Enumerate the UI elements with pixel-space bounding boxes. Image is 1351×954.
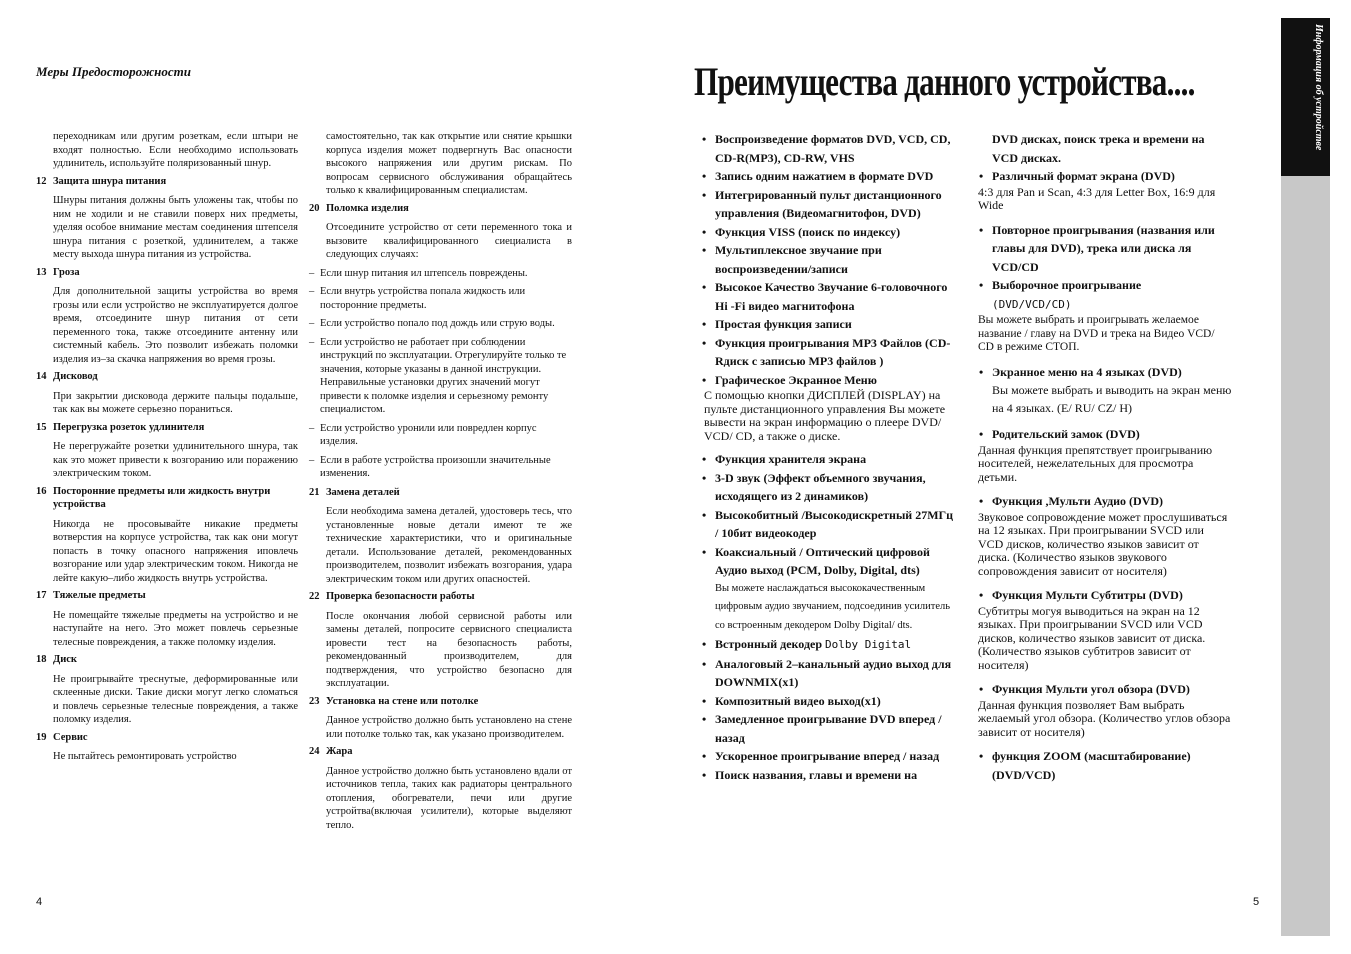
list-item: • Встронный декодер Dolby Digital	[702, 637, 912, 651]
section-19-text: Не пытайтесь ремонтировать устройство	[53, 751, 237, 762]
feature-list-k	[974, 747, 1232, 784]
section-22-text: После окончания любой сервисной работы или замены деталей, попросите сервисного специалиста ировести тест на безопасность работы, рекомендованный производителем, для подтверждения, что устройство безопасно для эксплуатации.	[326, 610, 572, 689]
list-item: • Функция ,Мульти Аудио (DVD)	[979, 494, 1164, 508]
feature-list-c	[697, 635, 959, 784]
list-item: • Функция VISS (поиск по индексу)	[702, 224, 901, 239]
list-item: – Если устройство уронили или повредлен корпус изделия.	[309, 422, 537, 447]
list-item: • 3-D звук (Эффект объемного звучания, исходящего из 2 динамиков)	[702, 470, 926, 503]
page-title: Преимущества данного устройства....	[694, 59, 1195, 104]
parental-note: Данная функция препятствует проигрыванию носителей, нежелательных для просмотра детьми.	[978, 442, 1213, 484]
list-item: • Аналоговый 2–канальный аудио выход для DOWNMIX(x1)	[702, 656, 952, 689]
feature-list-e	[974, 221, 1232, 315]
page-number-left: 4	[36, 896, 43, 908]
aspect-note: 4:3 для Pan и Scan, 4:3 для Letter Box, 16:9 для Wide	[978, 184, 1216, 212]
section-12-text: Шнуры питания должны быть уложены так, чтобы по ним не ходили и не ставили поверх них предметы, уделяя особое внимание местам соединения штепселя шнура питания с розеткой, удлинителем, а также месту выхода шнура питания из устройства.	[53, 195, 298, 260]
menu-note: Вы можете выбрать и выводить на экран меню на 4 языках. (E/ RU/ CZ/ H)	[992, 383, 1232, 415]
feature-list-f	[974, 363, 1232, 382]
section-23-text: Данное устройство должно быть установлено на стене или потолке только так, как указано производителем.	[326, 715, 572, 740]
section-18-heading: 18 Диск	[36, 654, 77, 665]
section-15-heading: 15 Перегрузка розеток удлинителя	[36, 421, 205, 433]
section-16-text: Никогда не просовывайте никакие предметы вотверстия на корпусе устройства, так как они могут попасть в точку опасного напряжения иповлечь возгорание или удар электрическим током. Никогда не лейте какую–либо жидкость внутрь устройства.	[53, 518, 298, 584]
list-item: • Запись одним нажатием в формате DVD	[702, 169, 934, 183]
section-15-text: Не перегружайте розетки удлинительного шнура, так как это может привести к возгоранию или поражению электрическим током.	[53, 441, 298, 479]
sidebar-label: Информация об устройстве	[1313, 24, 1324, 151]
section-24-text: Данное устройство должно быть установлено вдали от источников тепла, таких как радиаторы центрального отопления, обогреватели, печи или другие устройтва(включая усилители), которые выделяют тепло.	[326, 765, 572, 831]
select-note: Вы можете выбрать и проигрывать желаемое название / главу на DVD и трека на Видео VCD/ CD в режиме СТОП.	[978, 314, 1215, 353]
section-12-heading: 12 Защита шнура питания	[36, 175, 167, 187]
list-item: – Если устройство не работает при соблюдении инструкций по эксплуатации. Отрегулируйте только те значения, которые указаны в данной инструкции. Неправильные установки других значений могут привести к поломке изделия и серьезному ремонту специалистом.	[309, 336, 567, 415]
section-20-heading: 20 Поломка изделия	[309, 202, 409, 214]
section-20-text: Отсоедините устройство от сети переменного тока и вызовите квалифицированного сиециалиста в следующих случаях:	[326, 222, 572, 260]
left-column-2	[309, 130, 572, 832]
right-column-2	[974, 130, 1232, 784]
feature-list-a	[697, 130, 959, 389]
feature-list-i	[974, 586, 1232, 605]
section-17-text: Не помещайте тяжелые предметы на устройство и не наступайте на него. Это может повлечь серьезные телесные повреждения, а также поломку изделия.	[53, 609, 298, 648]
list-item: – Если в работе устройства произошли значительные изменения.	[309, 454, 551, 479]
section-13-heading: 13 Гроза	[36, 266, 80, 278]
list-item: • Ускоренное проигрывание вперед / назад	[702, 749, 940, 763]
section-18-text: Не проигрывайте треснутые, деформированные или склеенные диски. Такие диски могут легко сломаться и повлечь серьезные телесные повреждения, а также поломку изделия.	[53, 673, 298, 725]
list-item: • функция ZOOM (масштабирование) (DVD/VCD)	[979, 749, 1191, 782]
feature-list-j	[974, 680, 1232, 699]
list-item: – Если шнур питания ил штепсель повреждены.	[309, 267, 528, 279]
section-22-heading: 22 Проверка безопасности работы	[309, 591, 475, 602]
coax-note: Вы можете наслаждаться высококачественным цифровым аудио звучанием, подсоединив усилитель со встроенным декодером Dolby Digital/ dts.	[715, 582, 951, 631]
feature-list-b	[697, 450, 959, 580]
list-item: • Повторное проигрывания (названия или главы для DVD), трека или диска ля VCD/CD	[979, 222, 1215, 274]
left-page-header: Меры Предосторожности	[36, 64, 192, 79]
list-item: • Композитный видео выход(x1)	[702, 693, 881, 708]
audio-note: Звуковое сопровождение может прослушиваться на 12 языках. При проигрывании SVCD или VCD дисков, количество языков зависит от диска. (Количество языков звукового сопровождения зависит от носителя)	[978, 509, 1228, 578]
list-item: • Высокобитный /Высокодискретный 27МГц / 10бит видеокодер	[702, 507, 954, 540]
right-column-1	[697, 130, 959, 784]
list-item: • Мультиплексное звучание при воспроизведении/записи	[702, 243, 882, 276]
section-16-heading: 16 Посторонние предметы или жидкость внутри устройства	[36, 485, 271, 510]
list-item: • Функция хранителя экрана	[702, 452, 867, 466]
list-item: • Коаксиальный / Оптический цифровой Аудио выход (PCM, Dolby, Digital, dts)	[702, 544, 930, 577]
section-24-heading: 24 Жара	[309, 746, 353, 757]
section-17-heading: 17 Тяжелые предметы	[36, 590, 146, 601]
list-item: • Различный формат экрана (DVD)	[979, 169, 1175, 183]
section-13-text: Для дополнительной защиты устройства во время грозы или если устройство не эксплуатируется долгое время, отсоедините шнур питания от сети переменного тока, также отсоедините антенну или системный кабель. Это позволит избежать поломки изделия из–за скачка напряжения во время грозы.	[53, 286, 298, 365]
list-item-continuation: DVD дисках, поиск трека и времени на VCD дисках.	[992, 132, 1205, 165]
continuation-paragraph: самостоятельно, так как открытие или снятие крышки корпуса изделия может подвергнуть Вас опасности высокого напряжения или другим рискам. По вопросам сервисного обслуживания обращайтесь только к квалифицированным специалистам.	[326, 131, 572, 196]
list-item: • Функция Мульти угол обзора (DVD)	[979, 682, 1190, 696]
section-19-heading: 19 Сервис	[36, 731, 88, 743]
list-item: • Воспроизведение форматов DVD, VCD, CD, CD-R(MP3), CD-RW, VHS	[702, 132, 951, 165]
list-item: – Если устройство попало под дождь или струю воды.	[309, 318, 555, 329]
list-item: • Родительский замок (DVD)	[979, 427, 1140, 441]
feature-list-h	[974, 492, 1232, 511]
list-item: • Поиск названия, главы и времени на	[702, 767, 918, 782]
list-item: • Функция Мульти Субтитры (DVD)	[979, 588, 1183, 602]
section-14-heading: 14 Дисковод	[36, 371, 98, 382]
list-item: • Простая функция записи	[702, 317, 852, 331]
left-column-1	[36, 130, 298, 764]
subs-note: Субтитры могуя выводиться на экран на 12 языках. При проигрывании SVCD или VCD дисков, количество языков зависит от диска. (Количество языков субтитров зависит от носителя)	[978, 603, 1206, 672]
page-number-right: 5	[1253, 896, 1260, 908]
list-item: • Замедленное проигрывание DVD вперед / назад	[702, 712, 942, 745]
feature-list-g	[974, 425, 1232, 444]
list-item: • Функция проигрывания MP3 Файлов (CD-Rдиск с записью MP3 файлов )	[702, 335, 951, 368]
feature-list-d	[974, 130, 1232, 186]
section-23-heading: 23 Установка на стене или потолке	[309, 695, 479, 707]
angle-note: Данная функция позволяет Вам выбрать желаемый угол обзора. (Количество углов обзора зависит от носителя)	[978, 697, 1231, 739]
gui-note: С помощью кнопки ДИСПЛЕЙ (DISPLAY) на пульте дистанционного управления Вы можете вывести на экран информацию о плеере DVD/ VCD/ CD, а также о диске.	[704, 388, 946, 443]
intro-paragraph: переходникам или другим розеткам, если штыри не входят полностью. Если необходимо использовать удлинитель, используйте поляризованный шнур.	[53, 131, 298, 169]
select-formats: (DVD/VCD/CD)	[992, 297, 1072, 311]
list-item: – Если внутрь устройства попала жидкость или посторонние предметы.	[309, 286, 526, 311]
decoder-value: Dolby Digital	[825, 638, 912, 651]
list-item: • Выборочное проигрывание (DVD/VCD/CD)	[979, 278, 1142, 311]
list-item: • Графическое Экранное Меню	[702, 372, 877, 387]
list-item: • Интегрированный пульт дистанционного управления (Видеомагнитофон, DVD)	[702, 187, 942, 220]
section-21-text: Если необходима замена деталей, удостоверь тесь, что установленные новые детали имеют те же технические характеристики, что и оригинальные детали. Использование деталей, рекомендованных производителем, позволит избежать возгорания, удара электрическим током или других опасностей.	[326, 506, 572, 585]
section-14-text: При закрытии дисковода держите пальцы подальше, так как вы можете серьезно пораниться.	[53, 390, 298, 415]
sidebar-strip	[1281, 176, 1330, 936]
section-21-heading: 21 Замена деталей	[309, 486, 400, 498]
list-item: • Экранное меню на 4 языках (DVD)	[979, 364, 1182, 379]
list-item: • Высокое Качество Звучание 6-головочного Hi -Fi видео магнитофона	[702, 280, 948, 313]
